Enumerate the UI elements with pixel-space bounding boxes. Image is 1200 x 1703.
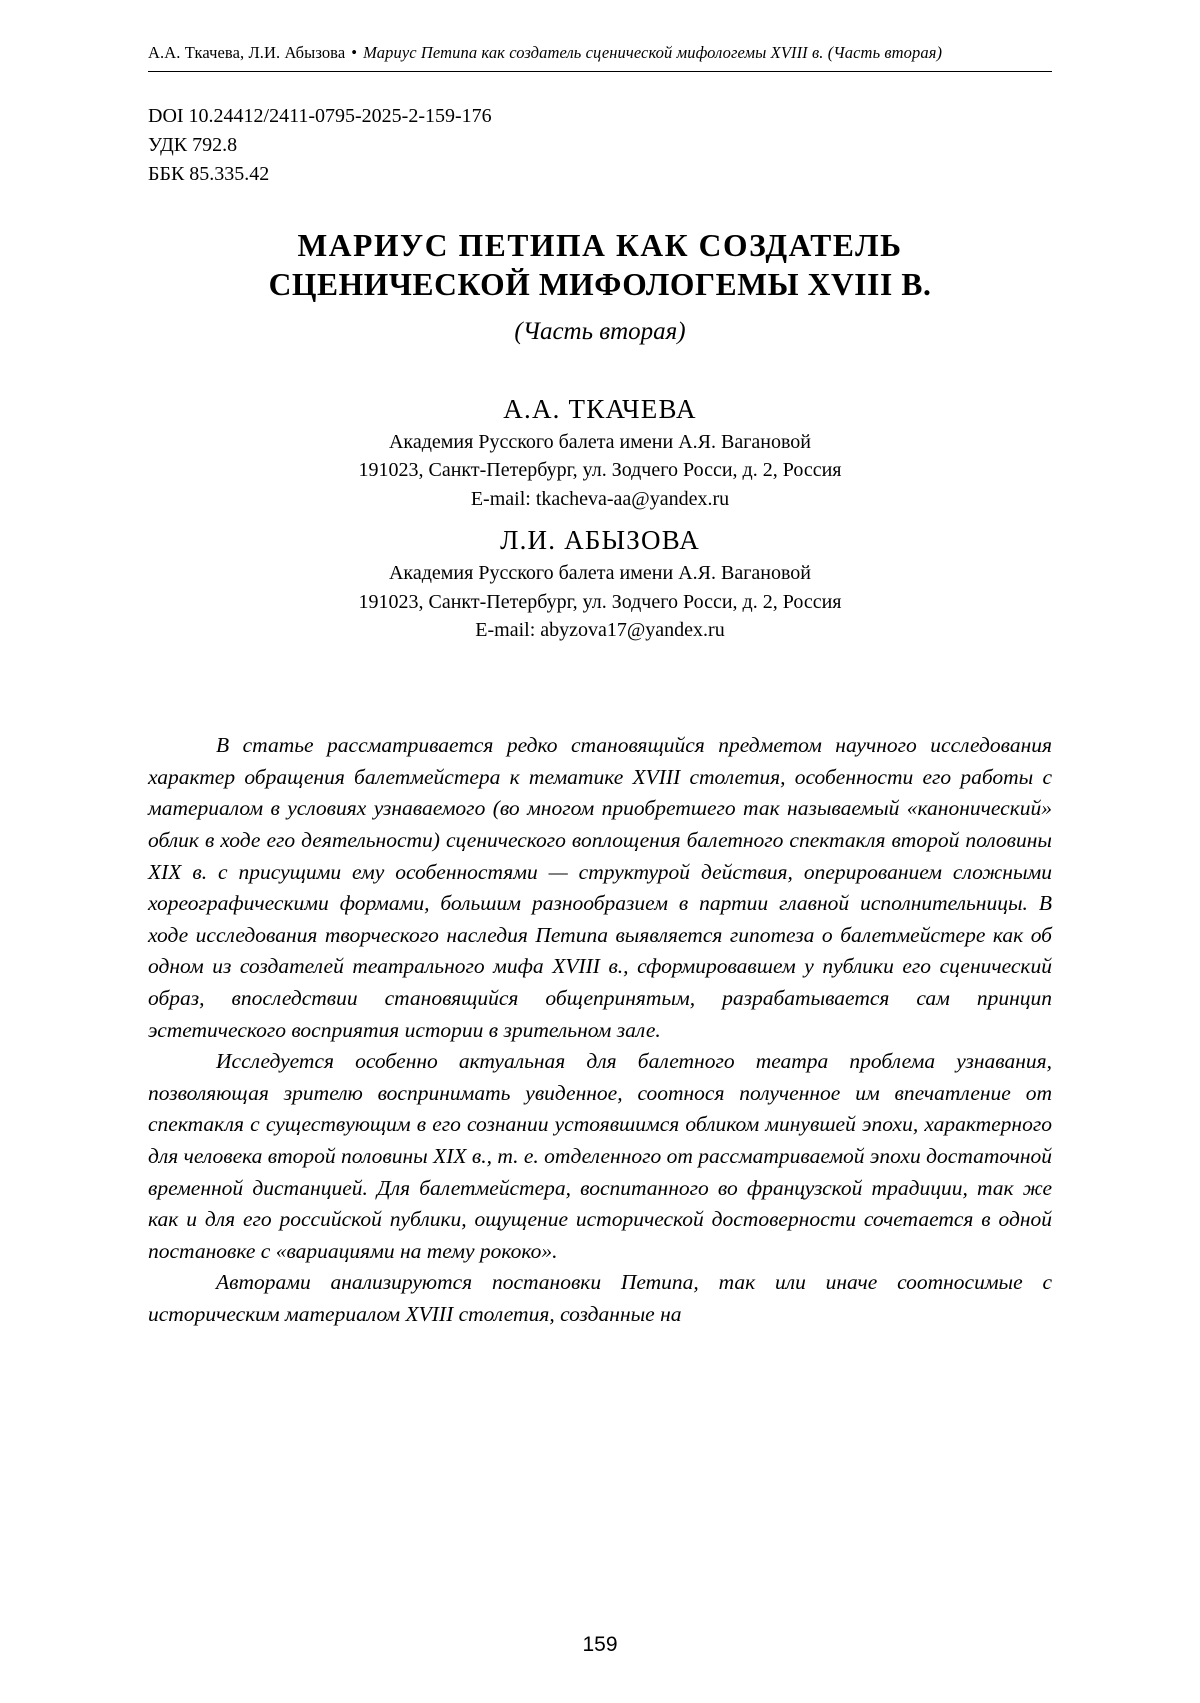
page-subtitle: (Часть вторая) — [514, 317, 686, 345]
abstract — [148, 730, 1052, 1330]
doi-line: DOI 10.24412/2411-0795-2025-2-159-176 — [148, 105, 492, 128]
running-head-title: Мариус Петипа как создатель сценической мифологемы XVIII в. (Часть вторая) — [363, 43, 943, 62]
author-address: 191023, Санкт-Петербург, ул. Зодчего Росси, д. 2, Россия — [358, 459, 842, 482]
page-title-line-1: МАРИУС ПЕТИПА КАК СОЗДАТЕЛЬ — [297, 228, 903, 264]
udk-line: УДК 792.8 — [148, 134, 238, 157]
author-entry — [148, 394, 1052, 513]
running-head-separator: • — [351, 43, 358, 62]
identifier-block — [148, 102, 1052, 189]
author-email[interactable]: E-mail: abyzova17@yandex.ru — [475, 618, 725, 641]
authors-block — [148, 394, 1052, 644]
abstract-paragraph: В статье рассматривается редко становящийся предметом научного исследования характер обращения балетмейстера к тематике XVIII столетия, особенности его работы с материалом в условиях узнаваемого (во многом приобретшего так называемый «канонический» облик в ходе его деятельности) сценического воплощения балетного спектакля второй половины XIX в. с присущими ему особенностями — структурой действия, оперированием сложными хореографическими формами, большим разнообразием в партии главной исполнительницы. В ходе исследования творческого наследия Петипа выявляется гипотеза о балетмейстере как об одном из создателей театрального мифа XVIII в., сформировавшем у публики его сценический образ, впоследствии становящийся общепринятым, разрабатывается сам принцип эстетического восприятия истории в зрительном зале. — [148, 733, 1052, 1042]
running-head-rule — [148, 71, 1052, 72]
author-name: Л.И. АБЫЗОВА — [500, 525, 700, 556]
author-entry — [148, 525, 1052, 644]
abstract-paragraph: Исследуется особенно актуальная для балетного театра проблема узнавания, позволяющая зрителю воспринимать увиденное, соотнося полученное им впечатление от спектакля с существующим в его сознании устоявшимся обликом минувшей эпохи, характерного для человека второй половины XIX в., т. е. отделенного от рассматриваемой эпохи достаточной временной дистанцией. Для балетмейстера, воспитанного во французской традиции, так же как и для его российской публики, ощущение исторической достоверности сочетается в одной постановке с «вариациями на тему рококо». — [148, 1049, 1052, 1263]
author-email[interactable]: E-mail: tkacheva-aa@yandex.ru — [470, 487, 730, 510]
page-title-line-2: СЦЕНИЧЕСКОЙ МИФОЛОГЕМЫ XVIII В. — [268, 266, 932, 302]
author-name: А.А. ТКАЧЕВА — [503, 393, 697, 424]
author-address: 191023, Санкт-Петербург, ул. Зодчего Росси, д. 2, Россия — [358, 590, 842, 613]
author-affiliation: Академия Русского балета имени А.Я. Вагановой — [388, 430, 811, 453]
running-head-authors: А.А. Ткачева, Л.И. Абызова — [148, 43, 346, 62]
page-title — [148, 227, 1052, 304]
page-number: 159 — [582, 1633, 618, 1656]
abstract-paragraph: Авторами анализируются постановки Петипа, так или иначе соотносимые с историческим материалом XVIII столетия, созданные на — [148, 1270, 1052, 1326]
running-head — [148, 42, 1052, 63]
author-affiliation: Академия Русского балета имени А.Я. Вагановой — [388, 562, 811, 585]
bbk-line: ББК 85.335.42 — [148, 163, 270, 186]
